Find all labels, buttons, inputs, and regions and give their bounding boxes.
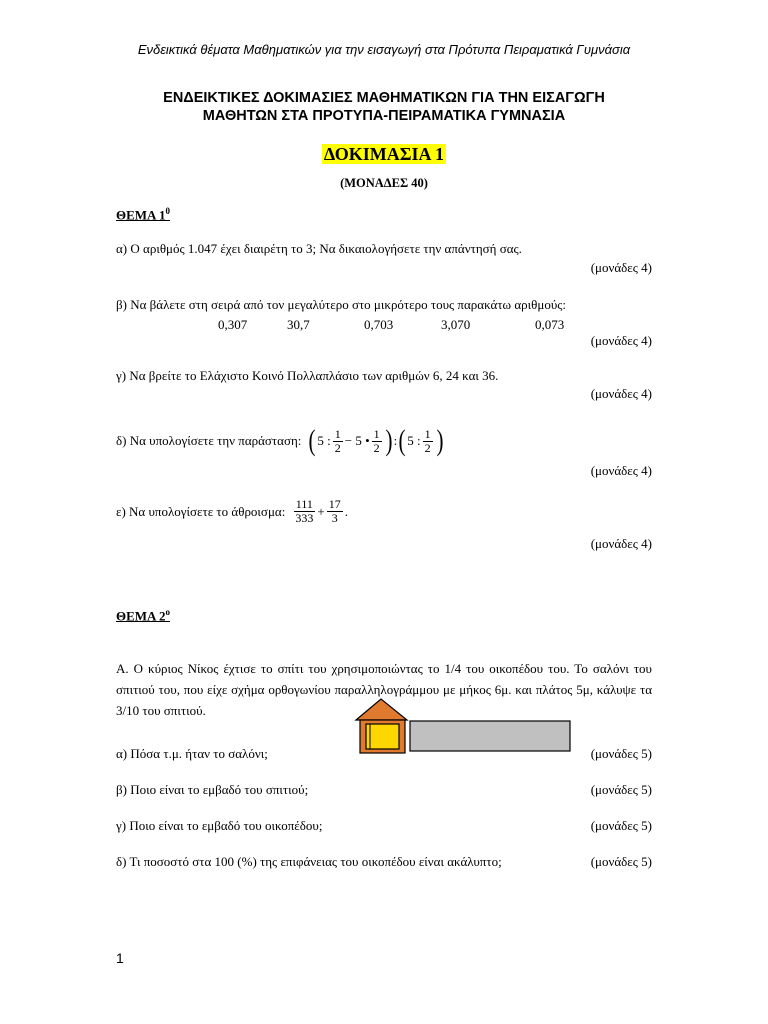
plus-sign: + [317,503,325,519]
question-1b-points: (μονάδες 4) [590,333,652,348]
period: . [344,503,348,519]
question-1e-text: ε) Να υπολογίσετε το άθροισμα: [116,503,286,519]
expression [291,498,348,525]
numerator: 1 [334,426,341,441]
question-2b-points: (μονάδες 5) [590,782,652,797]
number-item: 0,307 [218,317,248,332]
question-1a: α) Ο αριθμός 1.047 έχει διαιρέτη το 3; Να δικαιολογήσετε την απάντησή σας. [116,241,522,256]
question-2d: δ) Τι ποσοστό στα 100 (%) της επιφάνειας του οικοπέδου είναι ακάλυπτο; [116,854,502,869]
denominator: 333 [295,511,314,525]
question-1c-points: (μονάδες 4) [590,386,652,401]
denominator: 3 [331,511,338,525]
plot-rectangle [410,721,570,751]
question-1e [116,498,348,525]
test-title-highlight: ΔΟΚΙΜΑΣΙΑ 1 [323,144,445,164]
section-heading-1-label: ΘΕΜΑ 1 [116,207,166,223]
document-title-line1: ΕΝΔΕΙΚΤΙΚΕΣ ΔΟΚΙΜΑΣΙΕΣ ΜΑΘΗΜΑΤΙΚΩΝ ΓΙΑ ΤΗΝ ΕΙΣΑΓΩΓΗ [163,90,605,106]
house-roof [356,699,407,720]
total-points: (ΜΟΝΑΔΕΣ 40) [340,176,428,190]
fraction [372,428,382,455]
question-2d-points: (μονάδες 5) [590,854,652,869]
fraction [333,428,343,455]
expr-term: 5 : [317,433,331,448]
number-item: 30,7 [287,317,310,332]
number-item: 0,073 [535,317,565,332]
question-2c-points: (μονάδες 5) [590,818,652,833]
denominator: 2 [334,440,341,455]
question-2c: γ) Ποιο είναι το εμβαδό του οικοπέδου; [116,818,323,833]
right-paren: ) [385,424,393,457]
question-2-intro: Α. Ο κύριος Νίκος έχτισε το σπίτι του χρησιμοποιώντας το 1/4 του οικοπέδου του. Το σαλόνι του σπιτιού του, που είχε σχήμα ορθογωνίου παραλληλογράμμου με μήκος 6μ. και πλάτος 5μ, κάλυψε τα 3/10 του σπιτιού. [116,661,652,718]
expr-term: − 5 • [344,433,370,448]
left-paren: ( [398,424,406,457]
number-item: 0,703 [364,317,394,332]
question-1d [116,426,445,456]
numerator: 1 [424,426,431,441]
denominator: 2 [373,440,380,455]
denominator: 2 [424,440,431,455]
page-header: Ενδεικτικά θέματα Μαθηματικών για την εισαγωγή στα Πρότυπα Πειραματικά Γυμνάσια [137,42,631,57]
document-title-line2: ΜΑΘΗΤΩΝ ΣΤΑ ΠΡΟΤΥΠΑ-ΠΕΙΡΑΜΑΤΙΚΑ ΓΥΜΝΑΣΙΑ [202,108,566,124]
question-1a-points: (μονάδες 4) [590,260,652,275]
fraction [327,498,343,525]
question-1d-text: δ) Να υπολογίσετε την παράσταση: [116,433,302,448]
question-1b: β) Να βάλετε στη σειρά από τον μεγαλύτερο στο μικρότερο τους παρακάτω αριθμούς: [116,297,567,312]
section-heading-2-sup: ο [165,607,170,617]
section-heading-1-sup: 0 [165,206,170,216]
expr-term: 5 : [407,433,421,448]
question-2b: β) Ποιο είναι το εμβαδό του σπιτιού; [116,782,309,797]
house-plot-illustration [354,696,572,758]
number-item: 3,070 [441,317,471,332]
house-window [366,724,399,749]
section-heading-2-label: ΘΕΜΑ 2 [116,608,166,624]
test-title [0,144,768,165]
left-paren: ( [308,424,316,457]
expression [307,426,444,456]
numerator: 111 [295,497,313,511]
right-paren: ) [436,424,444,457]
question-1c: γ) Να βρείτε το Ελάχιστο Κοινό Πολλαπλάσιο των αριθμών 6, 24 και 36. [116,368,499,383]
fraction [293,498,315,525]
question-1d-points: (μονάδες 4) [590,463,652,478]
numerator: 1 [373,426,380,441]
expr-term: : [393,433,398,448]
question-2a-points: (μονάδες 5) [590,746,652,761]
question-1e-points: (μονάδες 4) [590,536,652,551]
section-heading-1 [116,206,170,223]
section-heading-2 [116,607,170,624]
question-2a: α) Πόσα τ.μ. ήταν το σαλόνι; [116,746,268,761]
page-number: 1 [116,950,124,966]
fraction [423,428,433,455]
numerator: 17 [328,497,341,511]
